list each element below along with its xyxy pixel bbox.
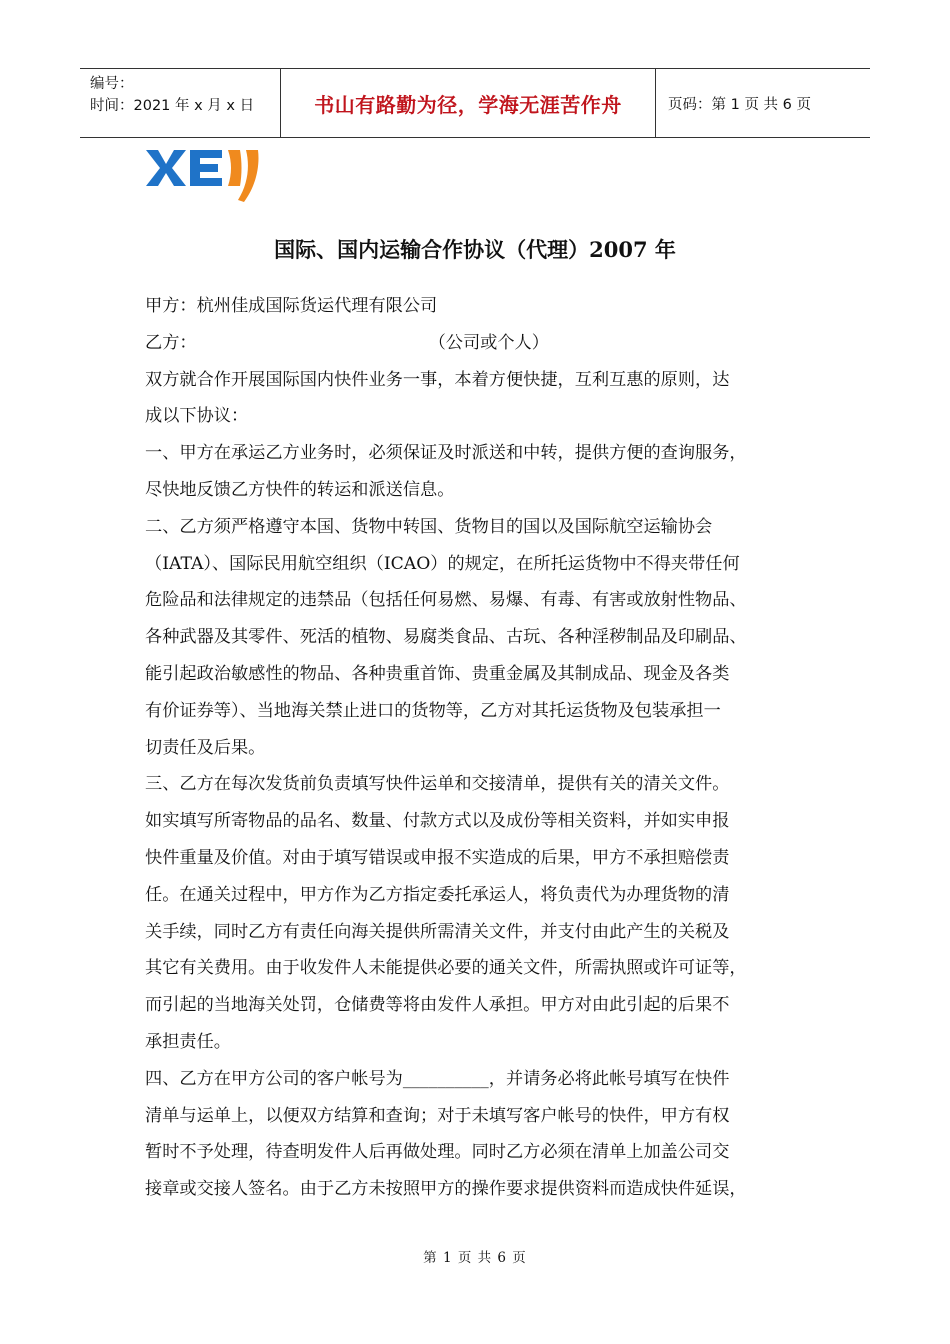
body-line: 清单与运单上，以便双方结算和查询；对于未填写客户帐号的快件，甲方有权 (145, 1105, 730, 1126)
body-line: 切责任及后果。 (145, 737, 266, 758)
body-line: 而引起的当地海关处罚，仓储费等将由发件人承担。甲方对由此引起的后果不 (145, 995, 730, 1016)
body-line: 成以下协议： (145, 406, 249, 427)
body-line: 有价证券等）、当地海关禁止进口的货物等，乙方对其托运货物及包装承担一 (145, 700, 721, 721)
body-line: 危险品和法律规定的违禁品（包括任何易燃、易爆、有毒、有害或放射性物品、 (145, 590, 747, 611)
party-b-hint: （公司或个人） (428, 332, 549, 353)
header-meta (80, 69, 280, 137)
body-line: 快件重量及价值。对由于填写错误或申报不实造成的后果，甲方不承担赔偿责 (145, 847, 730, 868)
body-line: 一、甲方在承运乙方业务时，必须保证及时派送和中转，提供方便的查询服务， (145, 443, 747, 464)
body-line: （IATA）、国际民用航空组织（ICAO）的规定，在所托运货物中不得夹带任何 (145, 553, 740, 574)
party-a-line: 甲方：杭州佳成国际货运代理有限公司 (145, 296, 438, 316)
body-line: 任。在通关过程中，甲方作为乙方指定委托承运人，将负责代为办理货物的清 (145, 884, 730, 905)
body-line: 接章或交接人签名。由于乙方未按照甲方的操作要求提供资料而造成快件延误， (145, 1179, 747, 1200)
header-motto: 书山有路勤为径，学海无涯苦作舟 (280, 69, 656, 137)
body-line: 四、乙方在甲方公司的客户帐号为__________，并请务必将此帐号填写在快件 (145, 1068, 730, 1089)
jcex-logo (144, 146, 262, 204)
party-b-line (145, 325, 815, 362)
header-page-label: 页码：第 1 页 共 6 页 (668, 96, 811, 113)
body-line: 尽快地反馈乙方快件的转运和派送信息。 (145, 479, 455, 500)
body-line: 双方就合作开展国际国内快件业务一事，本着方便快捷，互利互惠的原则，达 (145, 369, 730, 390)
body-line: 能引起政治敏感性的物品、各种贵重首饰、贵重金属及其制成品、现金及各类 (145, 663, 730, 684)
body-line: 二、乙方须严格遵守本国、货物中转国、货物目的国以及国际航空运输协会 (145, 516, 713, 537)
party-b-label: 乙方： (145, 332, 197, 353)
body-line: 关手续，同时乙方有责任向海关提供所需清关文件，并支付由此产生的关税及 (145, 921, 730, 942)
date-label: 时间：2021 年 x 月 x 日 (90, 98, 255, 114)
body-line: 三、乙方在每次发货前负责填写快件运单和交接清单，提供有关的清关文件。 (145, 774, 730, 795)
document-header (80, 68, 870, 138)
body-line: 其它有关费用。由于收发件人未能提供必要的通关文件，所需执照或许可证等， (145, 958, 747, 979)
body-line: 承担责任。 (145, 1031, 231, 1052)
code-label: 编号： (90, 76, 134, 92)
page-footer: 第 1 页 共 6 页 (423, 1250, 527, 1266)
document-title: 国际、国内运输合作协议（代理）2007 年 (274, 237, 676, 262)
body-line: 各种武器及其零件、死活的植物、易腐类食品、古玩、各种淫秽制品及印刷品、 (145, 627, 747, 648)
agreement-body (145, 288, 815, 1208)
body-line: 如实填写所寄物品的品名、数量、付款方式以及成份等相关资料，并如实申报 (145, 811, 730, 832)
body-line: 暂时不予处理，待查明发件人后再做处理。同时乙方必须在清单上加盖公司交 (145, 1142, 730, 1163)
